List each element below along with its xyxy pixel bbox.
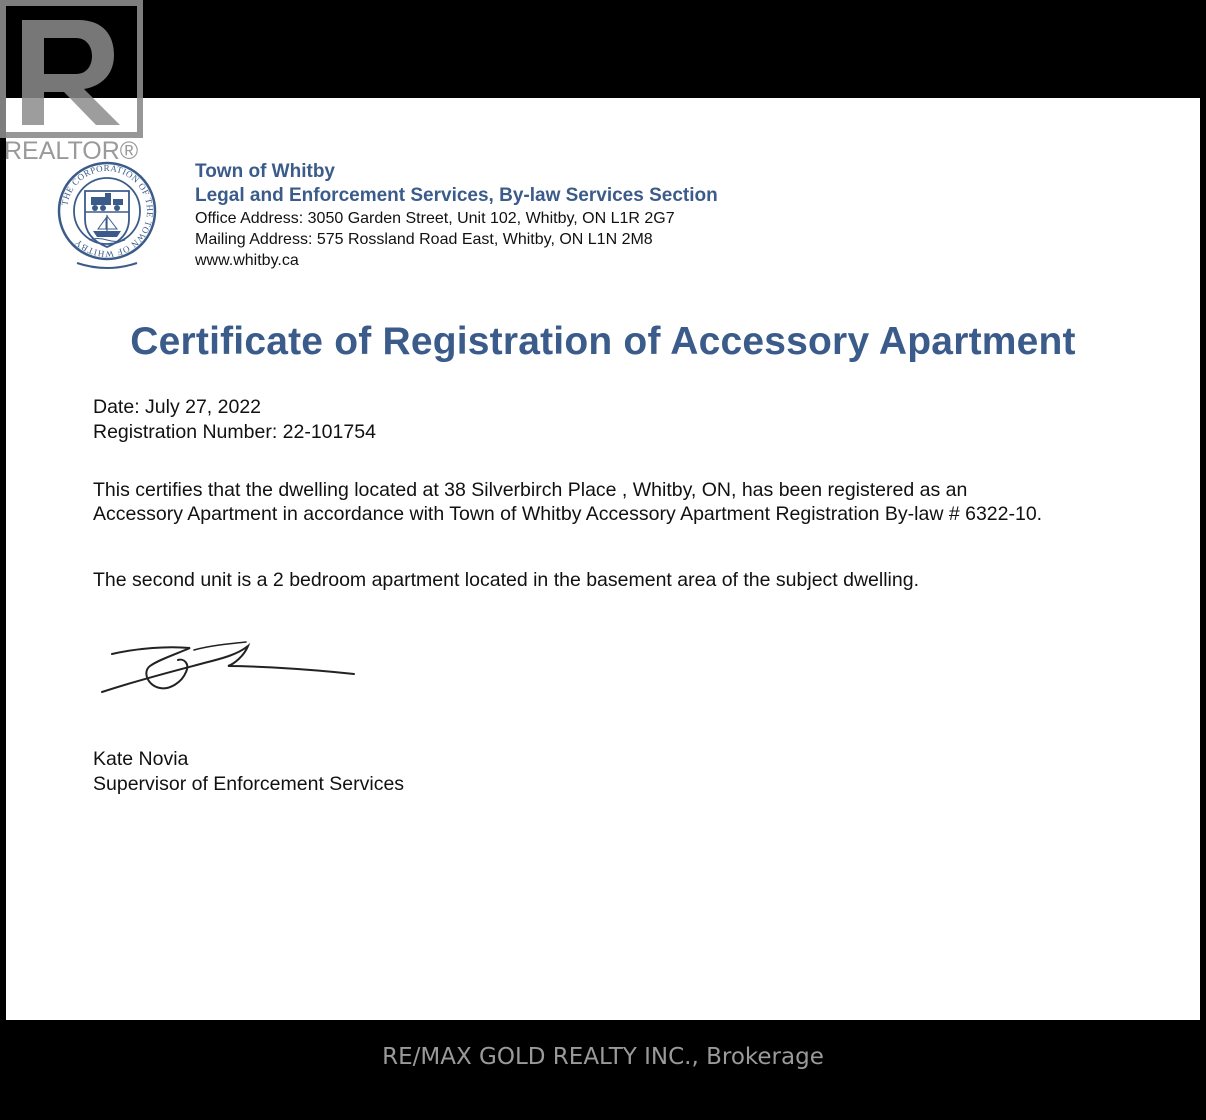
signatory-name: Kate Novia bbox=[93, 748, 189, 770]
signature-image bbox=[98, 636, 360, 706]
website-link[interactable]: www.whitby.ca bbox=[195, 252, 299, 269]
certificate-title: Certificate of Registration of Accessory Apartment bbox=[130, 320, 1076, 363]
seal-text: THE CORPORATION OF THE TOWN OF WHITBY bbox=[59, 162, 156, 260]
department-name: Legal and Enforcement Services, By-law Services Section bbox=[195, 185, 718, 206]
signatory-title: Supervisor of Enforcement Services bbox=[93, 773, 405, 795]
realtor-logo-icon bbox=[0, 0, 150, 170]
town-name: Town of Whitby bbox=[195, 161, 335, 182]
realtor-logo-text: REALTOR® bbox=[4, 137, 139, 165]
second-unit-statement: The second unit is a 2 bedroom apartment located in the basement area of the subject dwelling. bbox=[93, 569, 919, 591]
brokerage-caption: RE/MAX GOLD REALTY INC., Brokerage bbox=[382, 1044, 824, 1070]
certification-statement: This certifies that the dwelling located at 38 Silverbirch Place , Whitby, ON, has been registered as an Accessory Apartment in accordance with Town of Whitby Accessory Apartment Registration By-law # 6322-10. bbox=[93, 479, 1043, 525]
certificate-date: Date: July 27, 2022 bbox=[93, 396, 262, 418]
office-address: Office Address: 3050 Garden Street, Unit 102, Whitby, ON L1R 2G7 bbox=[195, 210, 675, 227]
registration-number: Registration Number: 22-101754 bbox=[93, 421, 376, 443]
town-seal-icon bbox=[57, 153, 157, 275]
mailing-address: Mailing Address: 575 Rossland Road East, Whitby, ON L1N 2M8 bbox=[195, 231, 653, 248]
